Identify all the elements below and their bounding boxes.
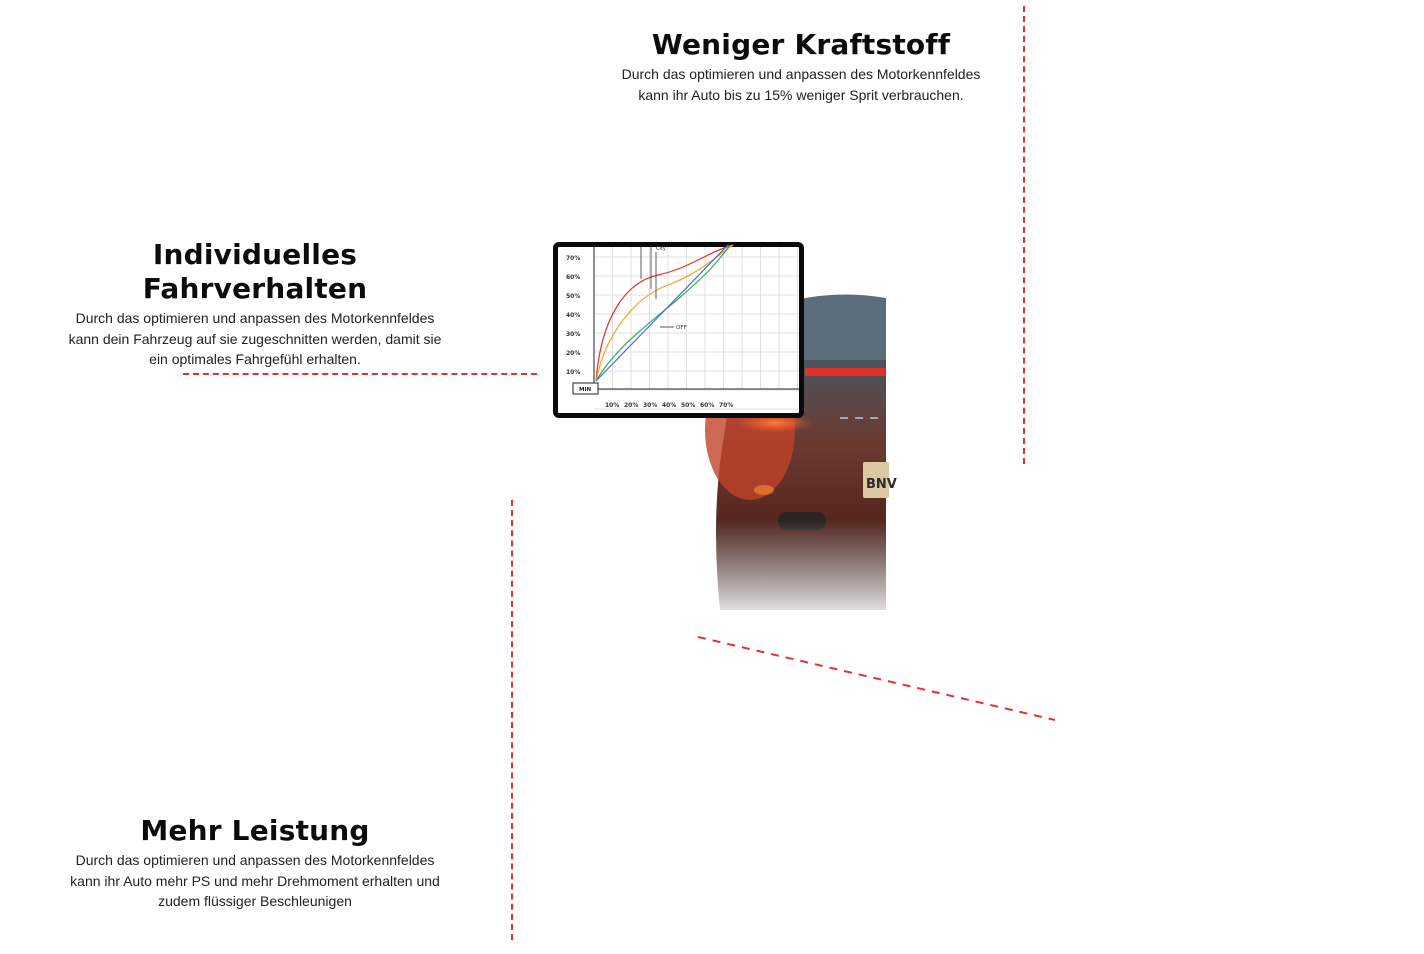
feature-driving-line3: ein optimales Fahrgefühl erhalten. [149,351,361,367]
feature-driving-title: Individuelles Fahrverhalten [142,238,368,305]
chart-y-tick-label: 70% [566,255,581,262]
feature-power-text [40,850,470,912]
chart-x-tick-label: 50% [681,402,696,409]
feature-power-line1: Durch das optimieren und anpassen des Motorkennfeldes [75,852,435,868]
feature-power-line3: zudem flüssiger Beschleunigen [158,893,352,909]
chart-x-tick-label: 10% [605,402,620,409]
engine-map-chart-svg [558,247,799,413]
feature-fuel-line2: kann ihr Auto bis zu 15% weniger Sprit verbrauchen. [638,86,964,103]
chart-y-tick-label: 40% [566,312,581,319]
chart-y-tick-label: 20% [566,350,581,357]
chart-series-line-4 [596,245,728,381]
license-plate-text: BNV [866,477,897,492]
feature-fuel-text [586,64,1016,105]
chart-series-label-off: OFF [676,325,687,331]
feature-power-line2: kann ihr Auto mehr PS und mehr Drehmoment erhalten und [70,872,440,889]
chart-x-tick-label: 40% [662,402,677,409]
feature-power [40,814,470,912]
feature-fuel-title: Weniger Kraftstoff [651,28,951,61]
feature-power-title: Mehr Leistung [140,814,370,847]
chart-y-tick-label: 10% [566,369,581,376]
engine-map-chart [553,242,804,418]
feature-driving-text [40,308,470,370]
feature-fuel [586,28,1016,105]
tail-light-bar [805,368,886,376]
chart-y-tick-label: 50% [566,293,581,300]
chart-x-tick-label: 20% [624,402,639,409]
chart-series-label-city: City [656,246,666,252]
chart-y-tick-label: 30% [566,331,581,338]
chart-y-tick-label: 60% [566,274,581,281]
feature-driving [40,238,470,370]
feature-driving-line1: Durch das optimieren und anpassen des Motorkennfeldes [75,310,435,326]
chart-x-tick-label: 60% [700,402,715,409]
feature-fuel-line1: Durch das optimieren und anpassen des Motorkennfeldes [621,66,981,82]
chart-x-tick-label: 30% [643,402,658,409]
chart-min-label: MIN [579,387,592,393]
chart-x-tick-label: 70% [719,402,734,409]
feature-driving-line2: kann dein Fahrzeug auf sie zugeschnitten werden, damit sie [68,330,442,347]
